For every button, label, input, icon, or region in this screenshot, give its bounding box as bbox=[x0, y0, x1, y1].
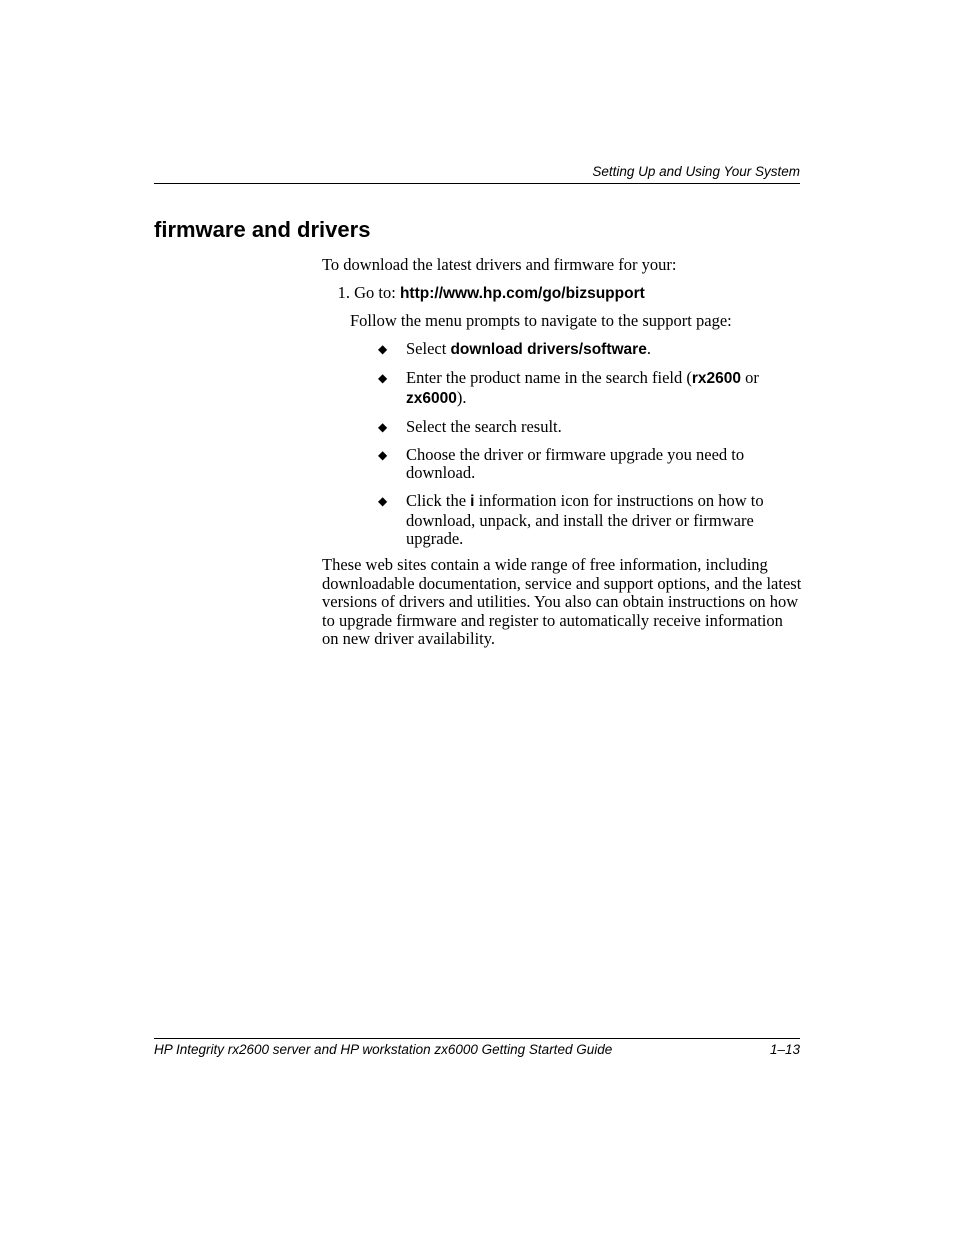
list-item bbox=[378, 340, 798, 360]
list-item bbox=[378, 369, 798, 408]
footer-rule bbox=[154, 1038, 800, 1039]
step-number: 1. bbox=[337, 283, 350, 302]
step-prefix: Go to: bbox=[354, 283, 400, 302]
support-url-link[interactable]: http://www.hp.com/go/bizsupport bbox=[399, 285, 645, 302]
header-rule bbox=[154, 183, 800, 184]
bullet-bold-text: zx6000 bbox=[406, 389, 457, 407]
bullet-bold-text: download drivers/software bbox=[450, 341, 647, 358]
page-footer bbox=[154, 1041, 800, 1059]
bullet-text: Click the bbox=[406, 491, 471, 511]
page-number: 1–13 bbox=[769, 1042, 800, 1057]
section-title: firmware and drivers bbox=[154, 217, 371, 242]
bullet-text: Choose the driver or firmware upgrade you need to download. bbox=[406, 444, 745, 483]
diamond-bullet-icon: ◆ bbox=[378, 342, 388, 356]
diamond-bullet-icon: ◆ bbox=[378, 494, 388, 509]
bullet-text: . bbox=[646, 339, 651, 358]
diamond-bullet-icon: ◆ bbox=[378, 370, 388, 385]
list-item bbox=[378, 418, 798, 437]
follow-paragraph: Follow the menu prompts to navigate to the support page: bbox=[350, 311, 732, 330]
bullet-text: Enter the product name in the search field ( bbox=[406, 367, 692, 387]
list-item bbox=[378, 492, 798, 549]
intro-paragraph: To download the latest drivers and firmware for your: bbox=[322, 255, 677, 274]
bullet-text: Select the search result. bbox=[406, 416, 562, 436]
bullet-text: information icon for instructions on how to download, unpack, and install the driver or firmware upgrade. bbox=[406, 491, 764, 549]
list-item bbox=[378, 446, 798, 483]
bullet-text: or bbox=[741, 367, 759, 387]
bullet-text: Select bbox=[406, 339, 451, 358]
running-header: Setting Up and Using Your System bbox=[592, 164, 800, 179]
diamond-bullet-icon: ◆ bbox=[378, 447, 388, 462]
diamond-bullet-icon: ◆ bbox=[378, 419, 388, 434]
bullet-text: ). bbox=[456, 387, 467, 407]
bullet-list bbox=[378, 340, 798, 558]
closing-paragraph: These web sites contain a wide range of free information, including downloadable documentation, service and support options, and the latest versions of drivers and utilities. You also can obtain instructions on how to upgrade firmware and register to automatically receive information on new driver availability. bbox=[322, 555, 802, 649]
bullet-bold-text: rx2600 bbox=[691, 369, 742, 387]
step-1 bbox=[322, 284, 802, 304]
info-icon: i bbox=[470, 493, 475, 511]
footer-guide-title: HP Integrity rx2600 server and HP workstation zx6000 Getting Started Guide bbox=[154, 1042, 613, 1057]
